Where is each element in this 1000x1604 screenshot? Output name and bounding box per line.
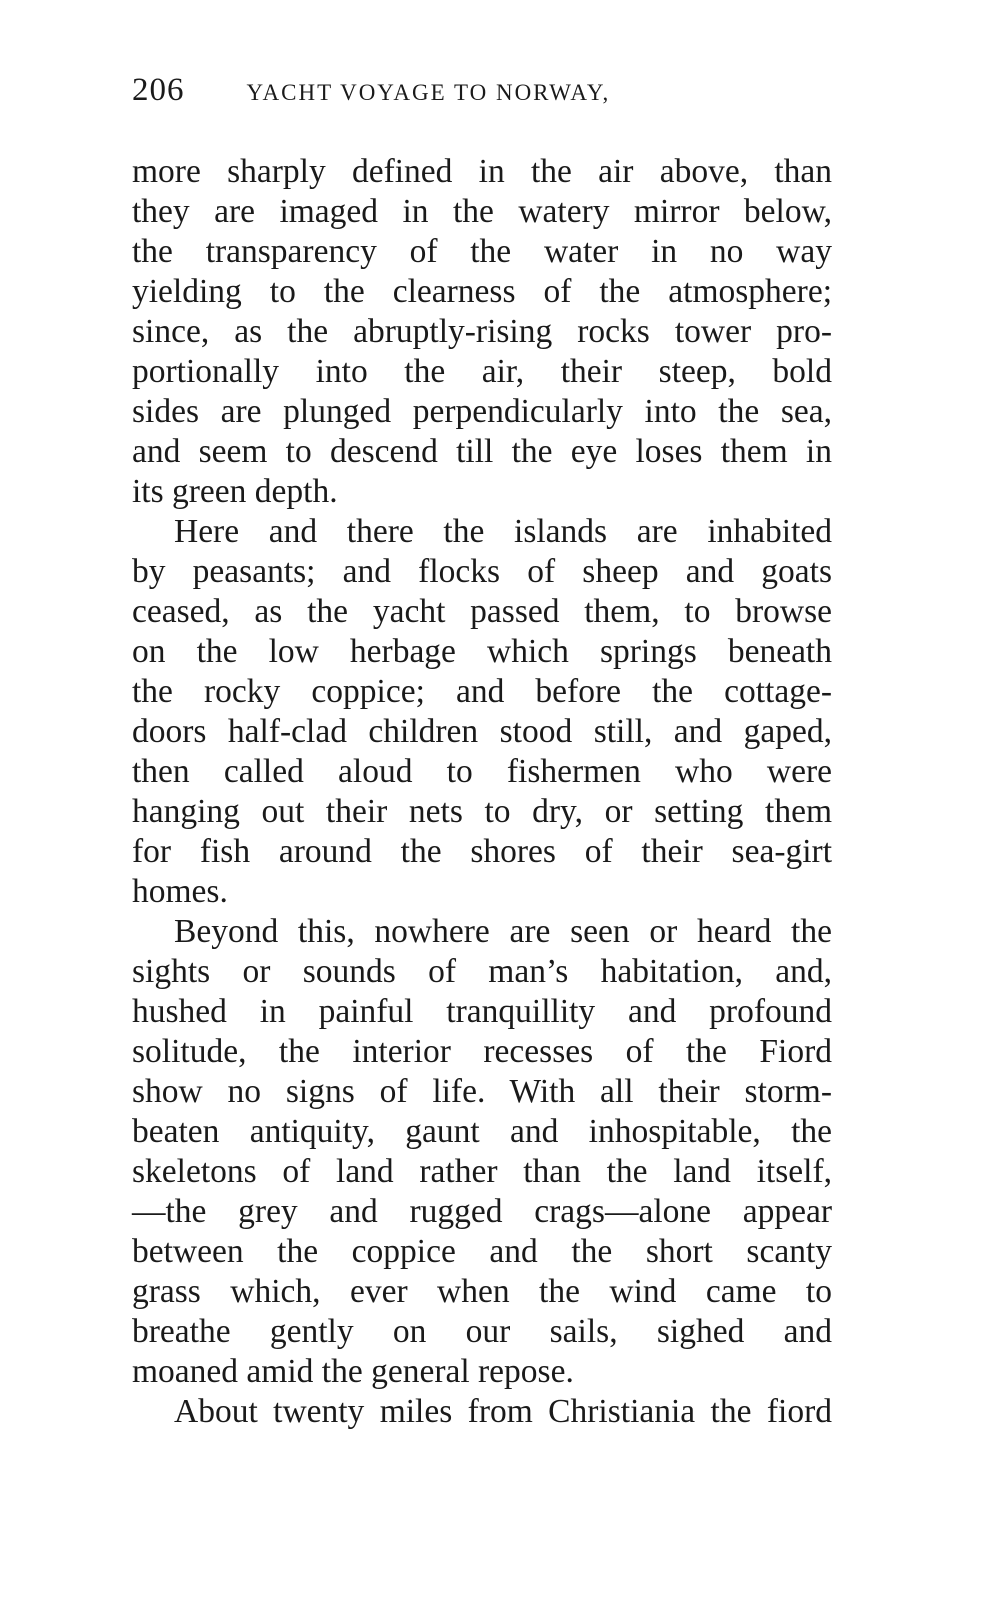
text-line: by peasants; and flocks of sheep and goats	[132, 553, 832, 590]
text-line: yielding to the clearness of the atmosphere;	[132, 273, 832, 310]
text-line: more sharply defined in the air above, than	[132, 153, 832, 190]
text-line: between the coppice and the short scanty	[132, 1233, 832, 1270]
text-line: they are imaged in the watery mirror below,	[132, 193, 832, 230]
text-line: doors half-clad children stood still, and gaped,	[132, 713, 832, 750]
paragraph	[132, 1392, 832, 1432]
text-line: for fish around the shores of their sea-girt	[132, 833, 832, 870]
text-line: portionally into the air, their steep, bold	[132, 353, 832, 390]
text-line: beaten antiquity, gaunt and inhospitable, the	[132, 1113, 832, 1150]
paragraph	[132, 512, 832, 912]
text-line: then called aloud to fishermen who were	[132, 753, 832, 790]
text-line: breathe gently on our sails, sighed and	[132, 1313, 832, 1350]
text-line: sights or sounds of man’s habitation, and,	[132, 953, 832, 990]
text-line: hanging out their nets to dry, or setting them	[132, 793, 832, 830]
text-line: skeletons of land rather than the land itself,	[132, 1153, 832, 1190]
text-line: grass which, ever when the wind came to	[132, 1273, 832, 1310]
text-line: the rocky coppice; and before the cottage-	[132, 673, 832, 710]
paragraph	[132, 152, 832, 512]
text-line: its green depth.	[132, 473, 338, 510]
text-line: solitude, the interior recesses of the Fiord	[132, 1033, 832, 1070]
text-line: since, as the abruptly-rising rocks tower pro-	[132, 313, 832, 350]
text-line: moaned amid the general repose.	[132, 1353, 574, 1390]
paragraph	[132, 912, 832, 1392]
text-line: Beyond this, nowhere are seen or heard the	[174, 913, 832, 950]
text-line: the transparency of the water in no way	[132, 233, 832, 270]
body-text	[132, 152, 832, 1432]
text-line: homes.	[132, 873, 228, 910]
text-line: —the grey and rugged crags—alone appear	[132, 1193, 832, 1230]
text-line: hushed in painful tranquillity and profound	[132, 993, 832, 1030]
text-line: Here and there the islands are inhabited	[174, 513, 832, 550]
text-line: on the low herbage which springs beneath	[132, 633, 832, 670]
text-line: show no signs of life. With all their storm-	[132, 1073, 832, 1110]
running-head	[132, 72, 832, 112]
text-line: sides are plunged perpendicularly into the sea,	[132, 393, 832, 430]
text-line: About twenty miles from Christiania the fiord	[174, 1393, 832, 1430]
running-title: YACHT VOYAGE TO NORWAY,	[246, 80, 611, 105]
text-line: and seem to descend till the eye loses them in	[132, 433, 832, 470]
text-line: ceased, as the yacht passed them, to browse	[132, 593, 832, 630]
page-number: 206	[132, 72, 185, 108]
